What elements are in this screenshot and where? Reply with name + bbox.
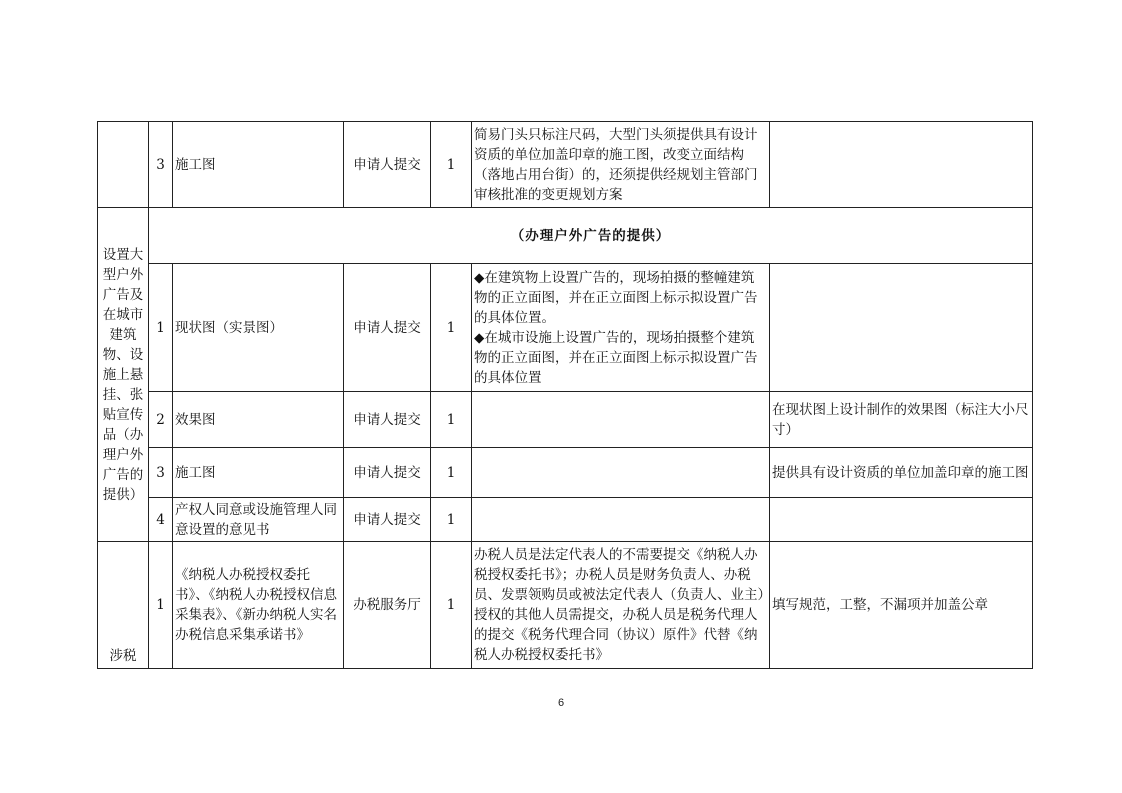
material-copies: 1 [431, 392, 472, 448]
category-tax: 涉税 [98, 542, 149, 669]
material-name: 产权人同意或设施管理人同意设置的意见书 [173, 498, 344, 542]
row-number: 3 [149, 448, 173, 498]
row-number: 1 [149, 264, 173, 392]
material-requirement [472, 498, 770, 542]
section-heading: （办理户外广告的提供） [149, 208, 1033, 264]
material-source: 申请人提交 [344, 392, 431, 448]
table-row [98, 498, 1033, 542]
table-row [98, 542, 1033, 669]
table-row [98, 392, 1033, 448]
material-remark: 提供具有设计资质的单位加盖印章的施工图 [770, 448, 1033, 498]
material-copies: 1 [431, 498, 472, 542]
table-row [98, 122, 1033, 208]
material-copies: 1 [431, 264, 472, 392]
row-number: 4 [149, 498, 173, 542]
material-copies: 1 [431, 122, 472, 208]
material-name: 现状图（实景图） [173, 264, 344, 392]
material-copies: 1 [431, 448, 472, 498]
material-copies: 1 [431, 542, 472, 669]
material-requirement: 简易门头只标注尺码，大型门头须提供具有设计资质的单位加盖印章的施工图，改变立面结构（落地占用台街）的，还须提供经规划主管部门审核批准的变更规划方案 [472, 122, 770, 208]
category-cell-empty [98, 122, 149, 208]
material-source: 申请人提交 [344, 448, 431, 498]
material-requirement: ◆在建筑物上设置广告的，现场拍摄的整幢建筑物的正立面图，并在正立面图上标示拟设置广告的具体位置。 ◆在城市设施上设置广告的，现场拍摄整个建筑物的正立面图，并在正立面图上标示拟设置广告的具体位置 [472, 264, 770, 392]
section-heading-row [98, 208, 1033, 264]
table-row [98, 448, 1033, 498]
material-name: 施工图 [173, 448, 344, 498]
page-number: 6 [557, 697, 565, 709]
category-outdoor-advertising: 设置大型户外广告及在城市建筑物、设施上悬挂、张贴宣传品（办理户外广告的提供） [98, 208, 149, 542]
materials-table [97, 121, 1033, 669]
material-remark: 填写规范，工整，不漏项并加盖公章 [770, 542, 1033, 669]
row-number: 3 [149, 122, 173, 208]
material-requirement: 办税人员是法定代表人的不需要提交《纳税人办税授权委托书》；办税人员是财务负责人、办税员、发票领购员或被法定代表人（负责人、业主）授权的其他人员需提交，办税人员是税务代理人的提交《税务代理合同（协议）原件》代替《纳税人办税授权委托书》 [472, 542, 770, 669]
material-requirement [472, 392, 770, 448]
row-number: 2 [149, 392, 173, 448]
material-source: 申请人提交 [344, 498, 431, 542]
material-remark [770, 498, 1033, 542]
material-source: 申请人提交 [344, 122, 431, 208]
row-number: 1 [149, 542, 173, 669]
material-source: 办税服务厅 [344, 542, 431, 669]
material-requirement [472, 448, 770, 498]
material-remark [770, 122, 1033, 208]
material-name: 施工图 [173, 122, 344, 208]
material-name: 效果图 [173, 392, 344, 448]
material-source: 申请人提交 [344, 264, 431, 392]
material-remark [770, 264, 1033, 392]
material-remark: 在现状图上设计制作的效果图（标注大小尺寸） [770, 392, 1033, 448]
table-row [98, 264, 1033, 392]
material-name: 《纳税人办税授权委托书》、《纳税人办税授权信息采集表》、《新办纳税人实名办税信息采集承诺书》 [173, 542, 344, 669]
